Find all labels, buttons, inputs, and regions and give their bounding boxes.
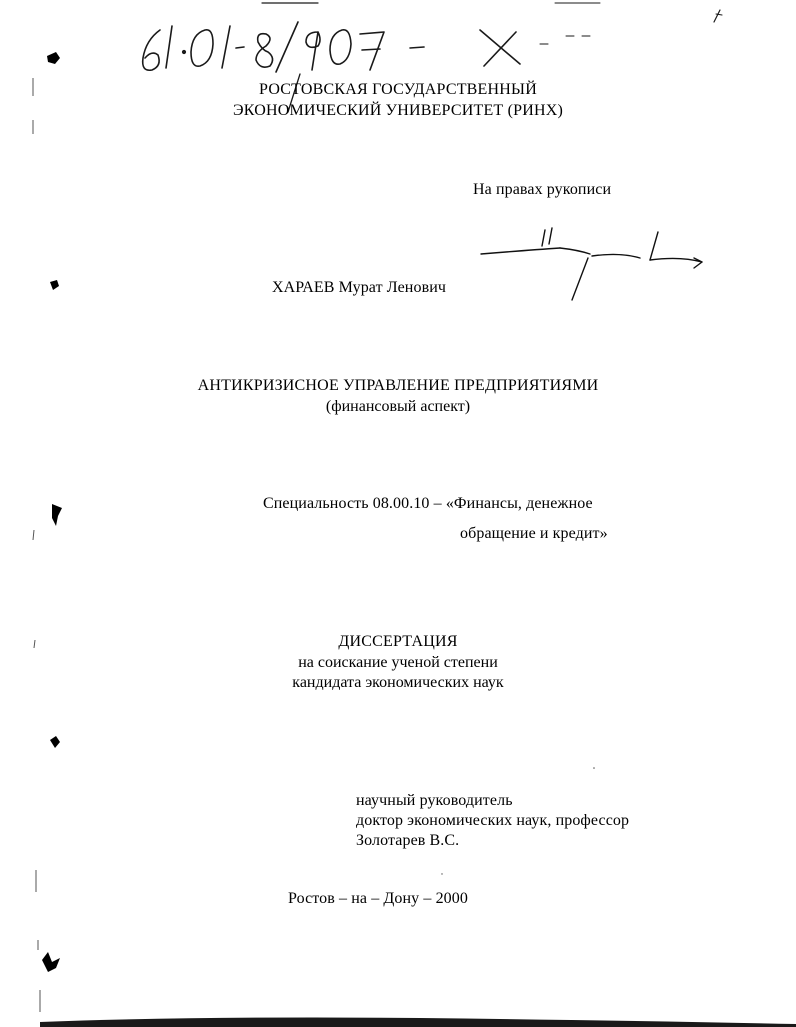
binding-hole-mark-3 [52,504,62,526]
specialty-line-2: обращение и кредит» [460,525,608,542]
university-name-line-2: ЭКОНОМИЧЕСКИЙ УНИВЕРСИТЕТ (РИНХ) [232,102,564,119]
place-and-year: Ростов – на – Дону – 2000 [288,890,468,907]
manuscript-rights-note: На правах рукописи [473,181,612,198]
dissertation-title: АНТИКРИЗИСНОЕ УПРАВЛЕНИЕ ПРЕДПРИЯТИЯМИ [197,377,599,394]
degree-line-1: на соискание ученой степени [298,654,498,671]
binding-hole-mark-4 [50,736,60,748]
dissertation-heading: ДИССЕРТАЦИЯ [338,633,458,650]
binding-hole-mark-5 [42,952,60,972]
supervisor-name: Золотарев В.С. [356,832,460,849]
author-signature [0,0,796,320]
author-name: ХАРАЕВ Мурат Ленович [272,279,447,296]
supervisor-role: научный руководитель [356,792,513,809]
dissertation-subtitle: (финансовый аспект) [325,398,471,415]
university-name-line-1: РОСТОВСКАЯ ГОСУДАРСТВЕННЫЙ [259,81,537,98]
degree-line-2: кандидата экономических наук [292,674,504,691]
specialty-line-1: Специальность 08.00.10 – «Финансы, денежное [263,495,593,512]
supervisor-degree: доктор экономических наук, профессор [356,812,630,829]
